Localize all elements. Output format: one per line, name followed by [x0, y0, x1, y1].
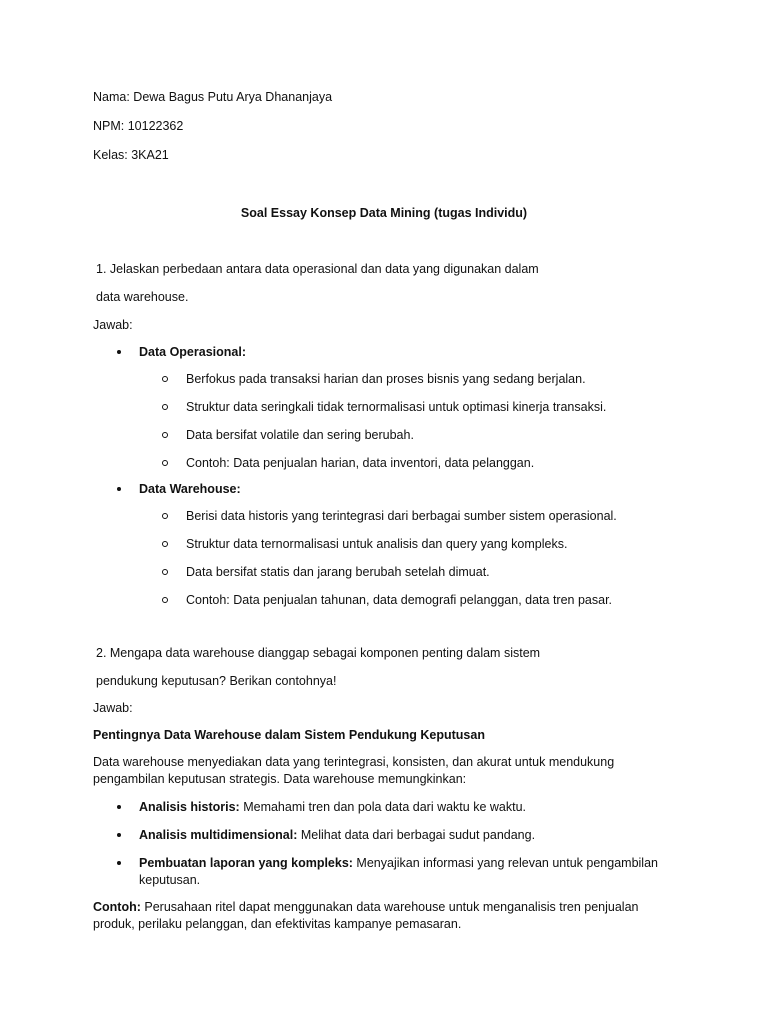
circle-bullet-icon	[162, 432, 168, 438]
bullet-icon	[117, 861, 121, 865]
list-item: Contoh: Data penjualan tahunan, data demografi pelanggan, data tren pasar.	[186, 593, 613, 607]
point-text: Memahami tren dan pola data dari waktu ke waktu.	[239, 800, 526, 814]
answer-2-intro-line-2: pengambilan keputusan strategis. Data warehouse memungkinkan:	[93, 772, 467, 786]
section-data-warehouse-heading: Data Warehouse:	[139, 482, 241, 496]
answer-2-subheading: Pentingnya Data Warehouse dalam Sistem Pendukung Keputusan	[93, 728, 485, 742]
list-item: Berfokus pada transaksi harian dan proses bisnis yang sedang berjalan.	[186, 372, 586, 386]
point-label: Analisis multidimensional:	[139, 828, 298, 842]
answer-2-label: Jawab:	[93, 701, 133, 715]
list-item: Data bersifat volatile dan sering berubah.	[186, 428, 414, 442]
student-npm: NPM: 10122362	[93, 119, 184, 133]
bullet-icon	[117, 805, 121, 809]
question-1-line-2: data warehouse.	[96, 290, 189, 304]
point-text-continuation: keputusan.	[139, 873, 201, 887]
list-item: Data bersifat statis dan jarang berubah setelah dimuat.	[186, 565, 490, 579]
student-class: Kelas: 3KA21	[93, 148, 169, 162]
circle-bullet-icon	[162, 404, 168, 410]
list-item	[139, 798, 526, 816]
bullet-icon	[117, 350, 121, 354]
point-label: Analisis historis:	[139, 800, 240, 814]
answer-1-label: Jawab:	[93, 318, 133, 332]
example-text-line-1: Perusahaan ritel dapat menggunakan data warehouse untuk menganalisis tren penjualan	[140, 900, 639, 914]
circle-bullet-icon	[162, 569, 168, 575]
question-2-line-2: pendukung keputusan? Berikan contohnya!	[96, 674, 337, 688]
list-item	[139, 826, 535, 844]
document-title: Soal Essay Konsep Data Mining (tugas Individu)	[240, 206, 528, 220]
circle-bullet-icon	[162, 597, 168, 603]
section-data-operasional-heading: Data Operasional:	[139, 345, 246, 359]
circle-bullet-icon	[162, 460, 168, 466]
question-1-line-1: 1. Jelaskan perbedaan antara data operasional dan data yang digunakan dalam	[96, 262, 539, 276]
question-2-line-1: 2. Mengapa data warehouse dianggap sebagai komponen penting dalam sistem	[96, 646, 541, 660]
circle-bullet-icon	[162, 513, 168, 519]
list-item: Struktur data seringkali tidak ternormalisasi untuk optimasi kinerja transaksi.	[186, 400, 607, 414]
example-label: Contoh:	[93, 900, 141, 914]
bullet-icon	[117, 487, 121, 491]
list-item: Contoh: Data penjualan harian, data inventori, data pelanggan.	[186, 456, 535, 470]
answer-2-intro-line-1: Data warehouse menyediakan data yang terintegrasi, konsisten, dan akurat untuk mendukung	[93, 755, 615, 769]
point-text: Menyajikan informasi yang relevan untuk pengambilan	[352, 856, 658, 870]
list-item: Struktur data ternormalisasi untuk analisis dan query yang kompleks.	[186, 537, 568, 551]
student-name: Nama: Dewa Bagus Putu Arya Dhananjaya	[93, 90, 333, 104]
circle-bullet-icon	[162, 541, 168, 547]
example-paragraph	[93, 898, 638, 916]
point-text: Melihat data dari berbagai sudut pandang.	[297, 828, 536, 842]
list-item	[139, 854, 658, 872]
point-label: Pembuatan laporan yang kompleks:	[139, 856, 353, 870]
example-text-line-2: produk, perilaku pelanggan, dan efektivitas kampanye pemasaran.	[93, 917, 462, 931]
bullet-icon	[117, 833, 121, 837]
circle-bullet-icon	[162, 376, 168, 382]
list-item: Berisi data historis yang terintegrasi dari berbagai sumber sistem operasional.	[186, 509, 617, 523]
